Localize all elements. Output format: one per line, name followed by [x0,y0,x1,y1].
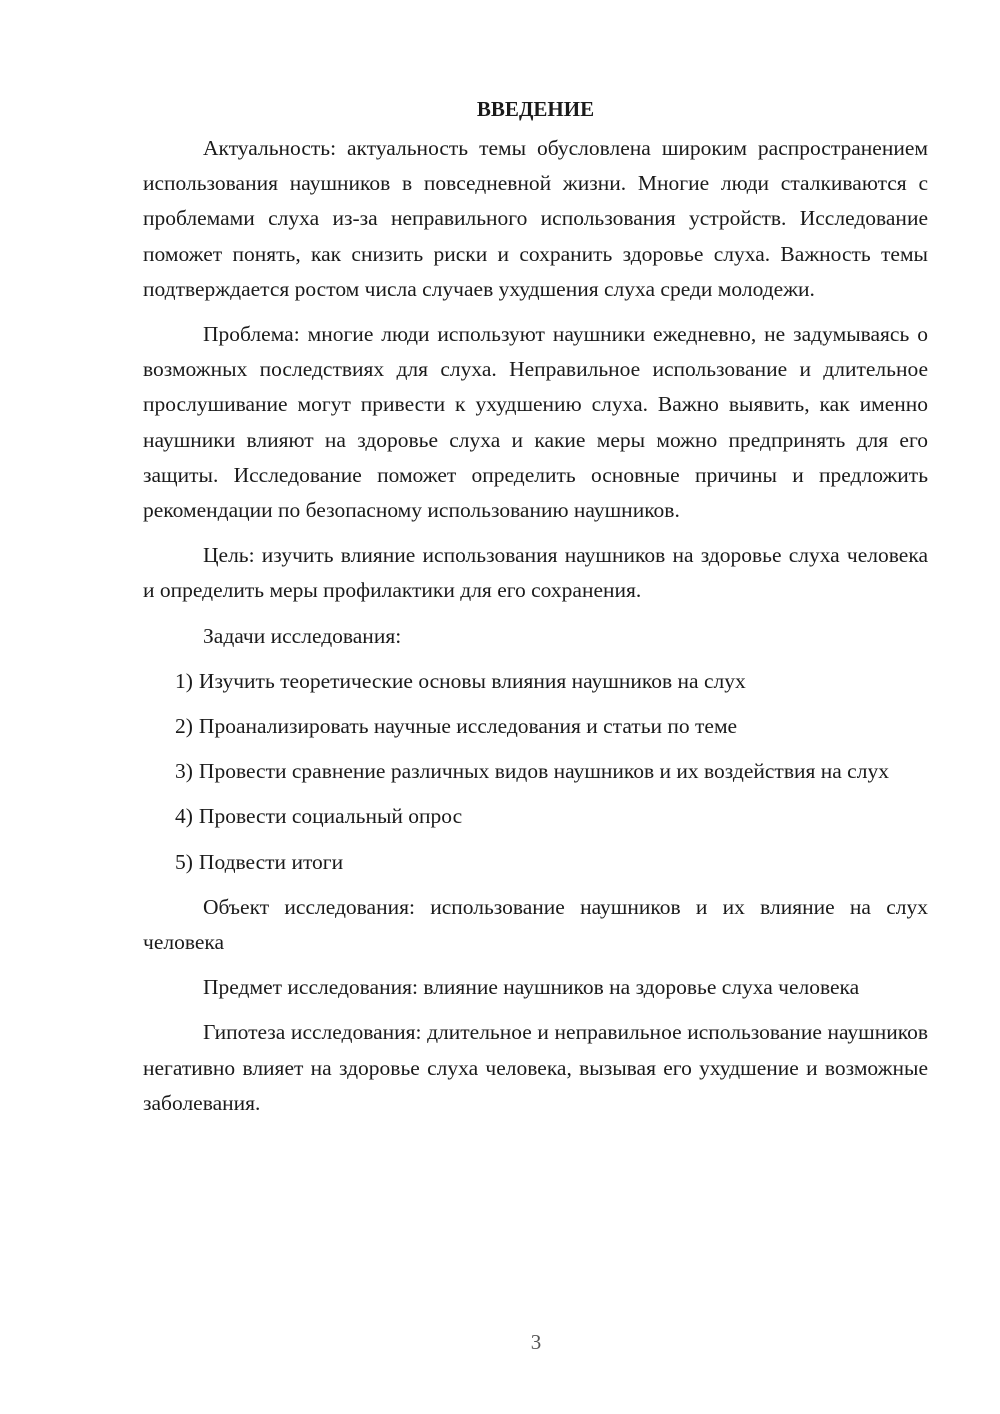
task-number: 3) [175,759,193,784]
subject-paragraph: Предмет исследования: влияние наушников на здоровье слуха человека [203,975,860,1000]
list-item [143,845,928,880]
task-number: 4) [175,804,193,829]
task-number: 5) [175,849,193,874]
task-text: Изучить теоретические основы влияния наушников на слух [198,668,746,693]
task-number: 2) [175,714,193,739]
page-number: 3 [530,1330,542,1354]
problem-paragraph: Проблема: многие люди используют наушники ежедневно, не задумываясь о возможных последствиях для слуха. Неправильное использование и длительное прослушивание могут привести к ухудшению слуха. Важно выявить, как именно наушники влияют на здоровье слуха и какие меры можно предпринять для его защиты. Исследование поможет определить основные причины и предложить рекомендации по безопасному использованию наушников. [143,322,928,523]
task-text: Провести социальный опрос [198,804,463,829]
task-text: Провести сравнение различных видов наушников и их воздействия на слух [198,759,889,784]
document-page [143,92,928,1131]
hypothesis-paragraph: Гипотеза исследования: длительное и неправильное использование наушников негативно влияет на здоровье слуха человека, вызывая его ухудшение и возможные заболевания. [143,1020,928,1115]
list-item [143,664,928,699]
page-title: ВВЕДЕНИЕ [476,97,595,121]
list-item [143,799,928,834]
list-item [143,754,928,789]
tasks-heading: Задачи исследования: [203,623,402,648]
object-paragraph: Объект исследования: использование наушников и их влияние на слух человека [143,894,928,955]
task-text: Подвести итоги [198,849,344,874]
task-text: Проанализировать научные исследования и статьи по теме [198,714,738,739]
list-item [143,709,928,744]
tasks-list [143,664,928,880]
goal-paragraph: Цель: изучить влияние использования наушников на здоровье слуха человека и определить меры профилактики для его сохранения. [143,543,928,603]
relevance-paragraph: Актуальность: актуальность темы обусловлена широким распространением использования наушников в повседневной жизни. Многие люди сталкиваются с проблемами слуха из-за неправильного использования устройств. Исследование поможет понять, как снизить риски и сохранить здоровье слуха. Важность темы подтверждается ростом числа случаев ухудшения слуха среди молодежи. [143,136,928,301]
task-number: 1) [175,668,193,693]
